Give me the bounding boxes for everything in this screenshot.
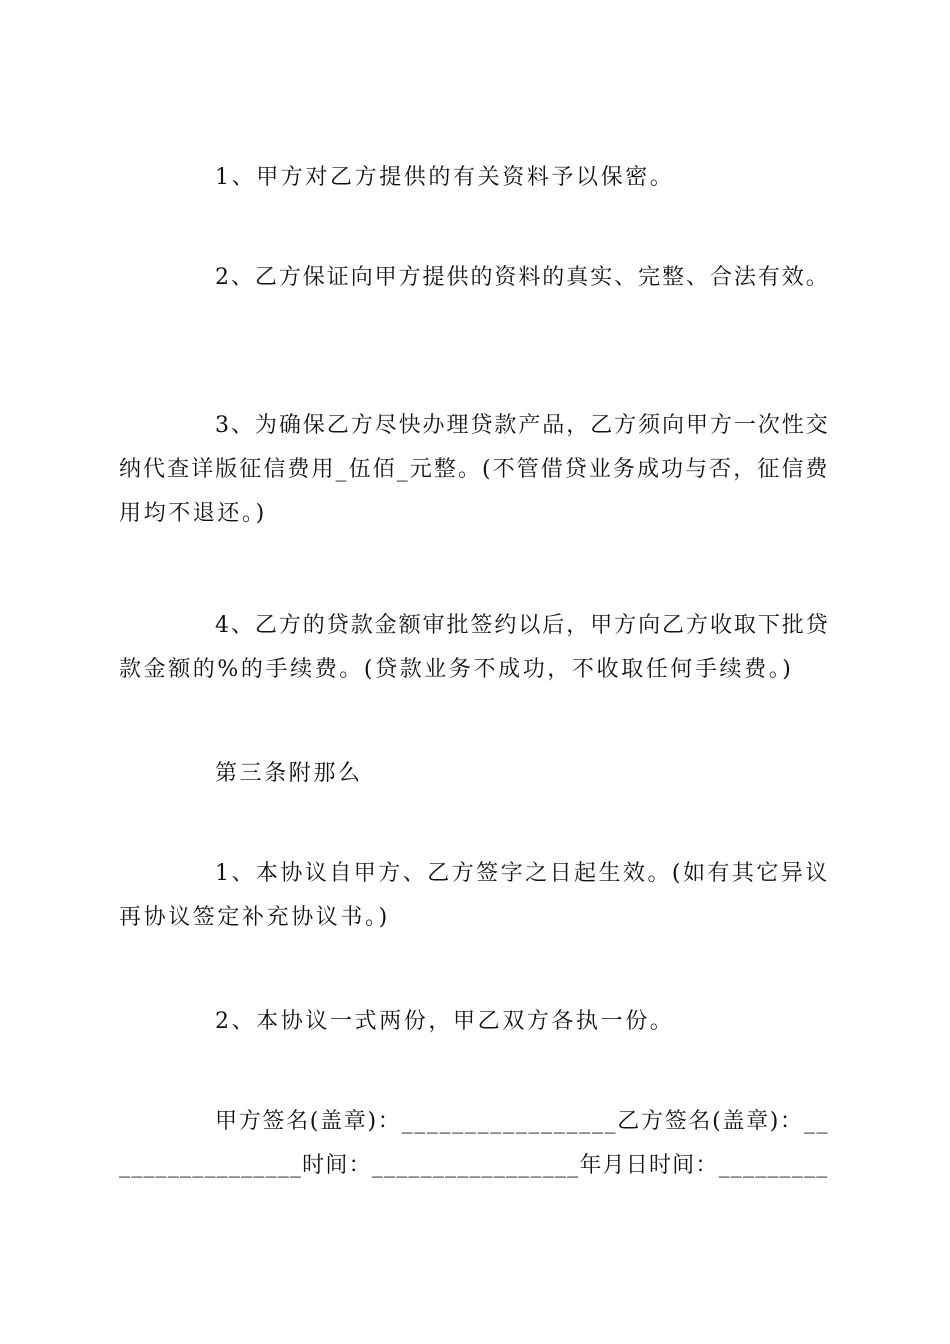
clause-effective-date — [119, 852, 831, 940]
clause-copies — [119, 1000, 831, 1044]
paragraph-line: 2、本协议一式两份，甲乙双方各执一份。 — [215, 1009, 675, 1034]
article-heading — [119, 752, 831, 796]
paragraph-line: 再协议签定补充协议书。) — [119, 905, 390, 930]
paragraph-line: 1、本协议自甲方、乙方签字之日起生效。(如有其它异议 — [215, 861, 830, 886]
clause-data-authenticity — [119, 256, 831, 300]
paragraph-line: 1、甲方对乙方提供的有关资料予以保密。 — [215, 165, 675, 190]
signature-line: 甲方签名(盖章)：_________________乙方签名(盖章)：__ — [215, 1109, 830, 1134]
paragraph-line: 款金额的%的手续费。(贷款业务不成功，不收取任何手续费。) — [119, 657, 794, 682]
paragraph-line: 3、为确保乙方尽快办理贷款产品，乙方须向甲方一次性交 — [215, 413, 830, 438]
paragraph-line: 4、乙方的贷款金额审批签约以后，甲方向乙方收取下批贷 — [215, 613, 830, 638]
paragraph-line: 用均不退还。) — [119, 501, 267, 526]
signature-block — [119, 1100, 831, 1188]
signature-line: _______________时间：_________________年月日时间：_________ — [119, 1153, 829, 1178]
paragraph-line: 2、乙方保证向甲方提供的资料的真实、完整、合法有效。 — [215, 265, 830, 290]
clause-credit-report-fee — [119, 404, 831, 536]
clause-confidentiality — [119, 156, 831, 200]
heading-line: 第三条附那么 — [215, 761, 363, 786]
clause-handling-fee — [119, 604, 831, 692]
paragraph-line: 纳代查详版征信费用_伍佰_元整。(不管借贷业务成功与否，征信费 — [119, 457, 830, 482]
